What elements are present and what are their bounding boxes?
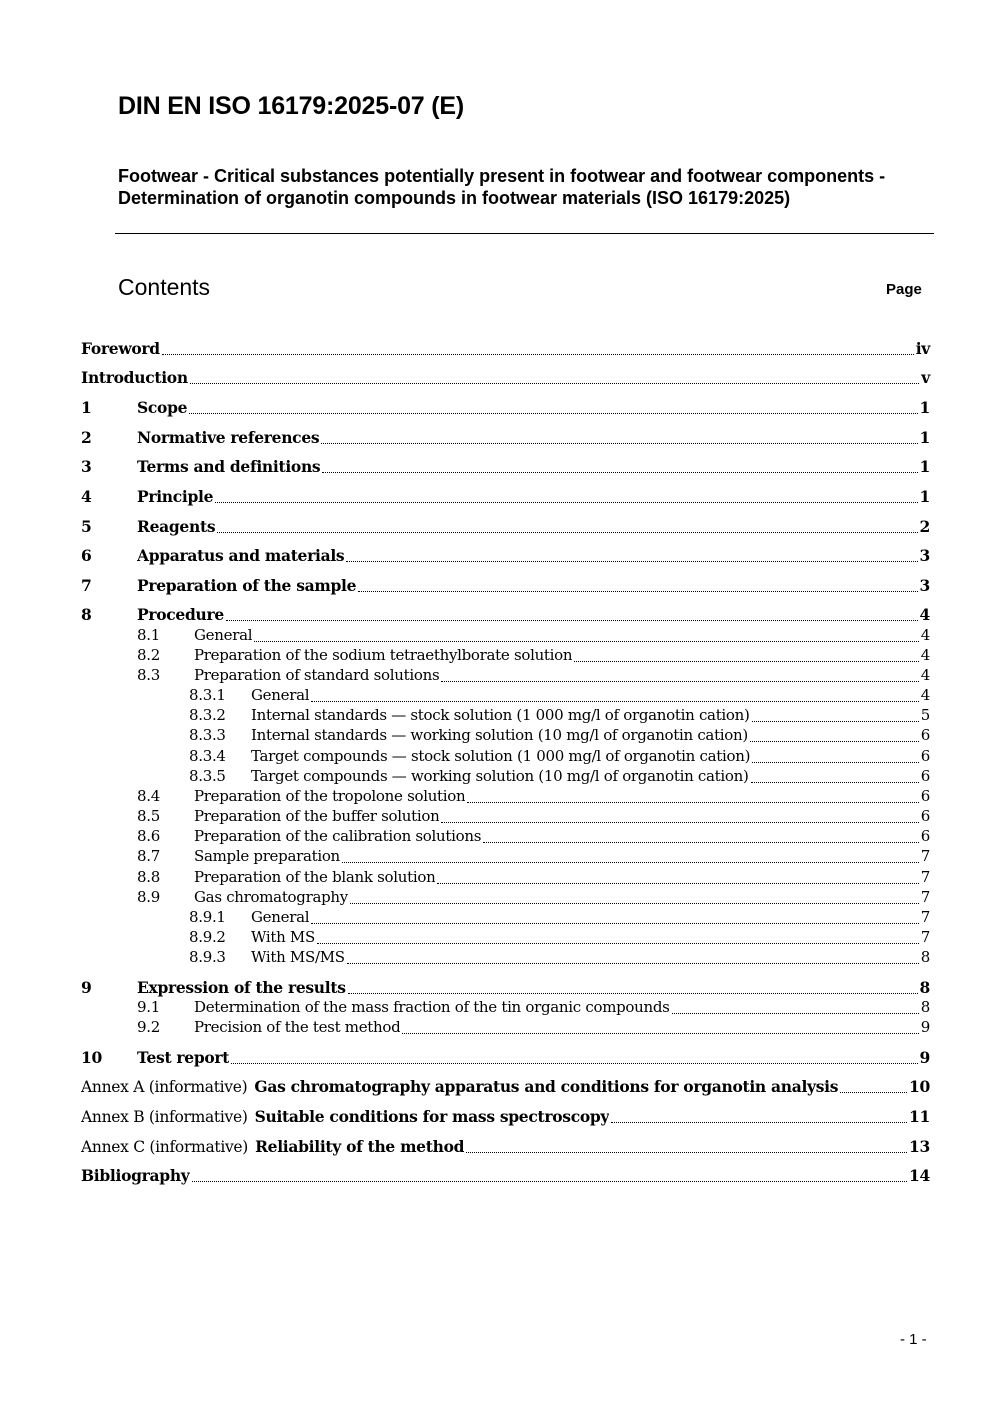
toc-entry-page: 1	[919, 398, 930, 417]
toc-entry-title	[194, 1018, 400, 1036]
toc-entry-number: 3	[81, 457, 92, 476]
dot-leader	[483, 841, 919, 843]
dot-leader	[752, 761, 919, 763]
dot-leader	[311, 922, 919, 924]
toc-entry[interactable]	[189, 767, 930, 787]
toc-entry-page: 6	[920, 827, 930, 845]
toc-entry-page: 7	[920, 868, 930, 886]
toc-entry-number: 8.9	[137, 888, 160, 906]
dot-leader	[350, 902, 919, 904]
toc-entry-page: 4	[920, 626, 930, 644]
toc-entry-title	[194, 998, 670, 1016]
dot-leader	[322, 471, 917, 473]
toc-entry-title	[251, 928, 315, 946]
toc-entry-number: 8	[81, 605, 92, 624]
toc-entry-title	[194, 807, 439, 825]
toc-entry-number: 8.5	[137, 807, 160, 825]
toc-entry-title	[251, 908, 309, 926]
toc-entry-number: 6	[81, 546, 92, 565]
toc-entry-number: 4	[81, 487, 92, 506]
toc-entry-text: Target compounds — working solution (10 mg/l of organotin cation)	[251, 767, 749, 785]
dot-leader	[467, 801, 918, 803]
toc-entry[interactable]	[189, 706, 930, 726]
toc-entry-page: 13	[909, 1137, 930, 1156]
toc-entry-text: Preparation of standard solutions	[194, 666, 440, 684]
toc-entry-page: 4	[920, 646, 930, 664]
toc-entry[interactable]	[137, 888, 930, 908]
toc-entry-number: 8.6	[137, 827, 160, 845]
toc-entry-number: 8.3.5	[189, 767, 226, 785]
toc-entry-text: Gas chromatography apparatus and conditions for organotin analysis	[254, 1077, 839, 1096]
toc-entry-title	[81, 1166, 190, 1185]
dot-leader	[611, 1121, 907, 1123]
toc-entry-page: 4	[920, 686, 930, 704]
document-title: Footwear - Critical substances potentially present in footwear and footwear components - Determination of organotin compounds in footwear materials (ISO 16179:2025)	[118, 166, 886, 208]
toc-entry-text: Terms and definitions	[137, 457, 321, 476]
toc-entry-title	[251, 706, 750, 724]
toc-entry[interactable]	[189, 908, 930, 928]
toc-entry-number: 9.2	[137, 1018, 160, 1036]
toc-entry-page: 14	[909, 1166, 930, 1185]
dot-leader	[321, 442, 917, 444]
toc-entry-title	[137, 1048, 229, 1067]
dot-leader	[441, 821, 918, 823]
toc-entry-page: 3	[919, 546, 930, 565]
toc-entry[interactable]	[137, 998, 930, 1018]
toc-entry-title	[194, 827, 481, 845]
annex-prefix: Annex A (informative)	[81, 1078, 248, 1096]
annex-prefix: Annex C (informative)	[81, 1138, 249, 1156]
toc-entry[interactable]	[137, 847, 930, 867]
dot-leader	[254, 640, 919, 642]
toc-entry-title	[251, 726, 748, 744]
toc-entry-number: 8.2	[137, 646, 160, 664]
toc-entry[interactable]	[137, 807, 930, 827]
toc-entry-title	[137, 457, 320, 476]
toc-entry-page: 8	[920, 948, 930, 966]
dot-leader	[215, 501, 917, 503]
toc-entry-page: v	[921, 368, 930, 387]
toc-entry-title	[137, 605, 224, 624]
toc-entry-number: 8.3.3	[189, 726, 226, 744]
dot-leader	[437, 882, 918, 884]
toc-entry-number: 8.8	[137, 868, 160, 886]
toc-entry[interactable]	[137, 787, 930, 807]
toc-entry-number: 8.1	[137, 626, 160, 644]
toc-entry-number: 8.3.1	[189, 686, 226, 704]
toc-entry-number: 8.3.2	[189, 706, 226, 724]
toc-entry-text: Preparation of the sample	[137, 576, 357, 595]
toc-entry-page: 7	[920, 888, 930, 906]
toc-entry-page: 1	[919, 428, 930, 447]
toc-entry-title	[251, 747, 750, 765]
toc-entry-number: 10	[81, 1048, 102, 1067]
toc-entry-title	[194, 787, 465, 805]
toc-entry[interactable]	[81, 339, 930, 359]
toc-entry[interactable]	[137, 1018, 930, 1038]
dot-leader	[466, 1151, 907, 1153]
toc-entry-page: 4	[920, 666, 930, 684]
toc-entry-text: General	[251, 908, 310, 926]
toc-entry-text: Reagents	[137, 517, 216, 536]
toc-entry[interactable]	[137, 666, 930, 686]
toc-entry[interactable]	[81, 1107, 930, 1127]
toc-entry[interactable]	[81, 546, 930, 566]
dot-leader	[317, 942, 919, 944]
toc-entry-number: 8.9.3	[189, 948, 226, 966]
toc-entry-number: 5	[81, 517, 92, 536]
toc-entry[interactable]	[81, 605, 930, 625]
dot-leader	[226, 619, 918, 621]
toc-entry-title	[194, 626, 252, 644]
toc-entry[interactable]	[81, 1048, 930, 1068]
toc-entry-title	[251, 686, 309, 704]
toc-entry-text: Determination of the mass fraction of the tin organic compounds	[194, 998, 670, 1016]
toc-entry-text: Suitable conditions for mass spectroscopy	[254, 1107, 610, 1126]
toc-entry-text: Sample preparation	[194, 847, 340, 865]
toc-entry-number: 8.3.4	[189, 747, 226, 765]
toc-entry[interactable]	[137, 827, 930, 847]
toc-entry-page: 5	[920, 706, 930, 724]
toc-entry-text: Preparation of the sodium tetraethylborate solution	[194, 646, 573, 664]
toc-entry-text: Procedure	[137, 605, 224, 624]
toc-entry-page: 6	[920, 747, 930, 765]
dot-leader	[672, 1012, 919, 1014]
toc-entry-title	[137, 517, 215, 536]
toc-entry-text: Target compounds — stock solution (1 000 mg/l of organotin cation)	[251, 747, 751, 765]
dot-leader	[189, 412, 917, 414]
toc-entry-title	[194, 868, 435, 886]
toc-entry[interactable]	[137, 646, 930, 666]
toc-entry[interactable]	[81, 1077, 930, 1097]
toc-entry-text: Reliability of the method	[255, 1137, 465, 1156]
dot-leader	[750, 740, 919, 742]
toc-entry[interactable]	[81, 487, 930, 507]
toc-entry-title	[194, 646, 572, 664]
toc-entry-title	[137, 576, 356, 595]
toc-entry-text: General	[194, 626, 253, 644]
dot-leader	[574, 660, 918, 662]
dot-leader	[441, 680, 918, 682]
dot-leader	[190, 382, 919, 384]
toc-entry[interactable]	[81, 368, 930, 388]
toc-entry-title	[137, 546, 344, 565]
toc-entry[interactable]	[81, 1166, 930, 1186]
toc-entry-title	[137, 398, 187, 417]
dot-leader	[402, 1032, 918, 1034]
toc-entry-text: Scope	[137, 398, 188, 417]
toc-entry-text: Principle	[137, 487, 214, 506]
toc-entry[interactable]	[137, 868, 930, 888]
toc-entry-text: Preparation of the buffer solution	[194, 807, 440, 825]
toc-entry-number: 9	[81, 978, 92, 997]
dot-leader	[751, 781, 919, 783]
toc-entry-text: Gas chromatography	[194, 888, 348, 906]
toc-entry-title	[194, 888, 348, 906]
toc-entry-number: 7	[81, 576, 92, 595]
annex-prefix: Annex B (informative)	[81, 1108, 248, 1126]
toc-entry-number: 8.7	[137, 847, 160, 865]
toc-entry-title	[137, 487, 213, 506]
toc-entry-page: 1	[919, 487, 930, 506]
dot-leader	[346, 560, 917, 562]
toc-entry-text: Bibliography	[81, 1166, 190, 1185]
toc-entry-text: Introduction	[81, 368, 188, 387]
toc-entry-title	[137, 428, 319, 447]
dot-leader	[311, 700, 919, 702]
toc-entry-text: Test report	[137, 1048, 230, 1067]
toc-entry[interactable]	[189, 928, 930, 948]
document-id: DIN EN ISO 16179:2025-07 (E)	[118, 92, 464, 120]
toc-entry-text: Apparatus and materials	[137, 546, 345, 565]
toc-entry-page: 6	[920, 807, 930, 825]
toc-entry[interactable]	[81, 1137, 930, 1157]
toc-entry-page: iv	[915, 339, 930, 358]
toc-entry-number: 8.3	[137, 666, 160, 684]
toc-entry[interactable]	[189, 747, 930, 767]
toc-entry-text: Preparation of the tropolone solution	[194, 787, 466, 805]
toc-entry-page: 10	[909, 1077, 930, 1096]
footer-page-number: - 1 -	[900, 1331, 927, 1348]
dot-leader	[217, 531, 917, 533]
toc-entry-text: General	[251, 686, 310, 704]
dot-leader	[752, 720, 919, 722]
dot-leader	[162, 353, 914, 355]
toc-entry-page: 11	[909, 1107, 930, 1126]
dot-leader	[348, 992, 918, 994]
toc-entry[interactable]	[81, 576, 930, 596]
toc-entry-title	[81, 1077, 838, 1096]
toc-entry-title	[194, 666, 439, 684]
toc-entry-title	[194, 847, 340, 865]
toc-entry[interactable]	[81, 517, 930, 537]
toc-entry[interactable]	[81, 398, 930, 418]
toc-entry-page: 8	[919, 978, 930, 997]
toc-entry-title	[137, 978, 346, 997]
toc-entry-page: 3	[919, 576, 930, 595]
toc-entry[interactable]	[189, 726, 930, 746]
dot-leader	[231, 1062, 917, 1064]
toc-entry[interactable]	[81, 457, 930, 477]
toc-entry-title	[81, 368, 188, 387]
toc-entry-page: 7	[920, 928, 930, 946]
toc-entry-text: Internal standards — working solution (10 mg/l of organotin cation)	[251, 726, 748, 744]
toc-entry-title	[81, 339, 160, 358]
toc-entry-number: 9.1	[137, 998, 160, 1016]
dot-leader	[192, 1180, 908, 1182]
toc-entry-page: 7	[920, 847, 930, 865]
dot-leader	[840, 1091, 907, 1093]
dot-leader	[358, 590, 917, 592]
toc-entry-title	[81, 1137, 464, 1156]
toc-entry-text: Precision of the test method	[194, 1018, 401, 1036]
toc-entry-page: 2	[919, 517, 930, 536]
toc-entry-number: 8.4	[137, 787, 160, 805]
toc-entry-number: 8.9.1	[189, 908, 226, 926]
toc-entry-text: Preparation of the blank solution	[194, 868, 436, 886]
toc-entry-number: 1	[81, 398, 92, 417]
toc-entry-page: 6	[920, 767, 930, 785]
toc-entry[interactable]	[189, 686, 930, 706]
toc-entry-text: Preparation of the calibration solutions	[194, 827, 482, 845]
toc-entry-page: 7	[920, 908, 930, 926]
contents-heading: Contents	[118, 274, 211, 300]
toc-entry-text: Foreword	[81, 339, 160, 358]
toc-entry-title	[251, 948, 345, 966]
toc-entry-page: 9	[919, 1048, 930, 1067]
toc-entry[interactable]	[81, 978, 930, 998]
toc-entry-text: With MS/MS	[251, 948, 345, 966]
toc-entry-text: Normative references	[137, 428, 320, 447]
toc-entry-text: Expression of the results	[137, 978, 346, 997]
toc-entry-title	[81, 1107, 609, 1126]
toc-entry[interactable]	[81, 428, 930, 448]
toc-entry[interactable]	[189, 948, 930, 968]
toc-entry-page: 8	[920, 998, 930, 1016]
toc-entry[interactable]	[137, 626, 930, 646]
toc-entry-page: 9	[920, 1018, 930, 1036]
toc-entry-page: 4	[919, 605, 930, 624]
toc-entry-title	[251, 767, 749, 785]
toc-entry-page: 6	[920, 787, 930, 805]
toc-entry-number: 2	[81, 428, 92, 447]
toc-entry-text: Internal standards — stock solution (1 000 mg/l of organotin cation)	[251, 706, 750, 724]
toc-entry-page: 1	[919, 457, 930, 476]
page-column-heading: Page	[886, 281, 922, 298]
toc-entry-text: With MS	[251, 928, 315, 946]
dot-leader	[342, 861, 919, 863]
toc-entry-page: 6	[920, 726, 930, 744]
toc-entry-number: 8.9.2	[189, 928, 226, 946]
dot-leader	[347, 962, 919, 964]
